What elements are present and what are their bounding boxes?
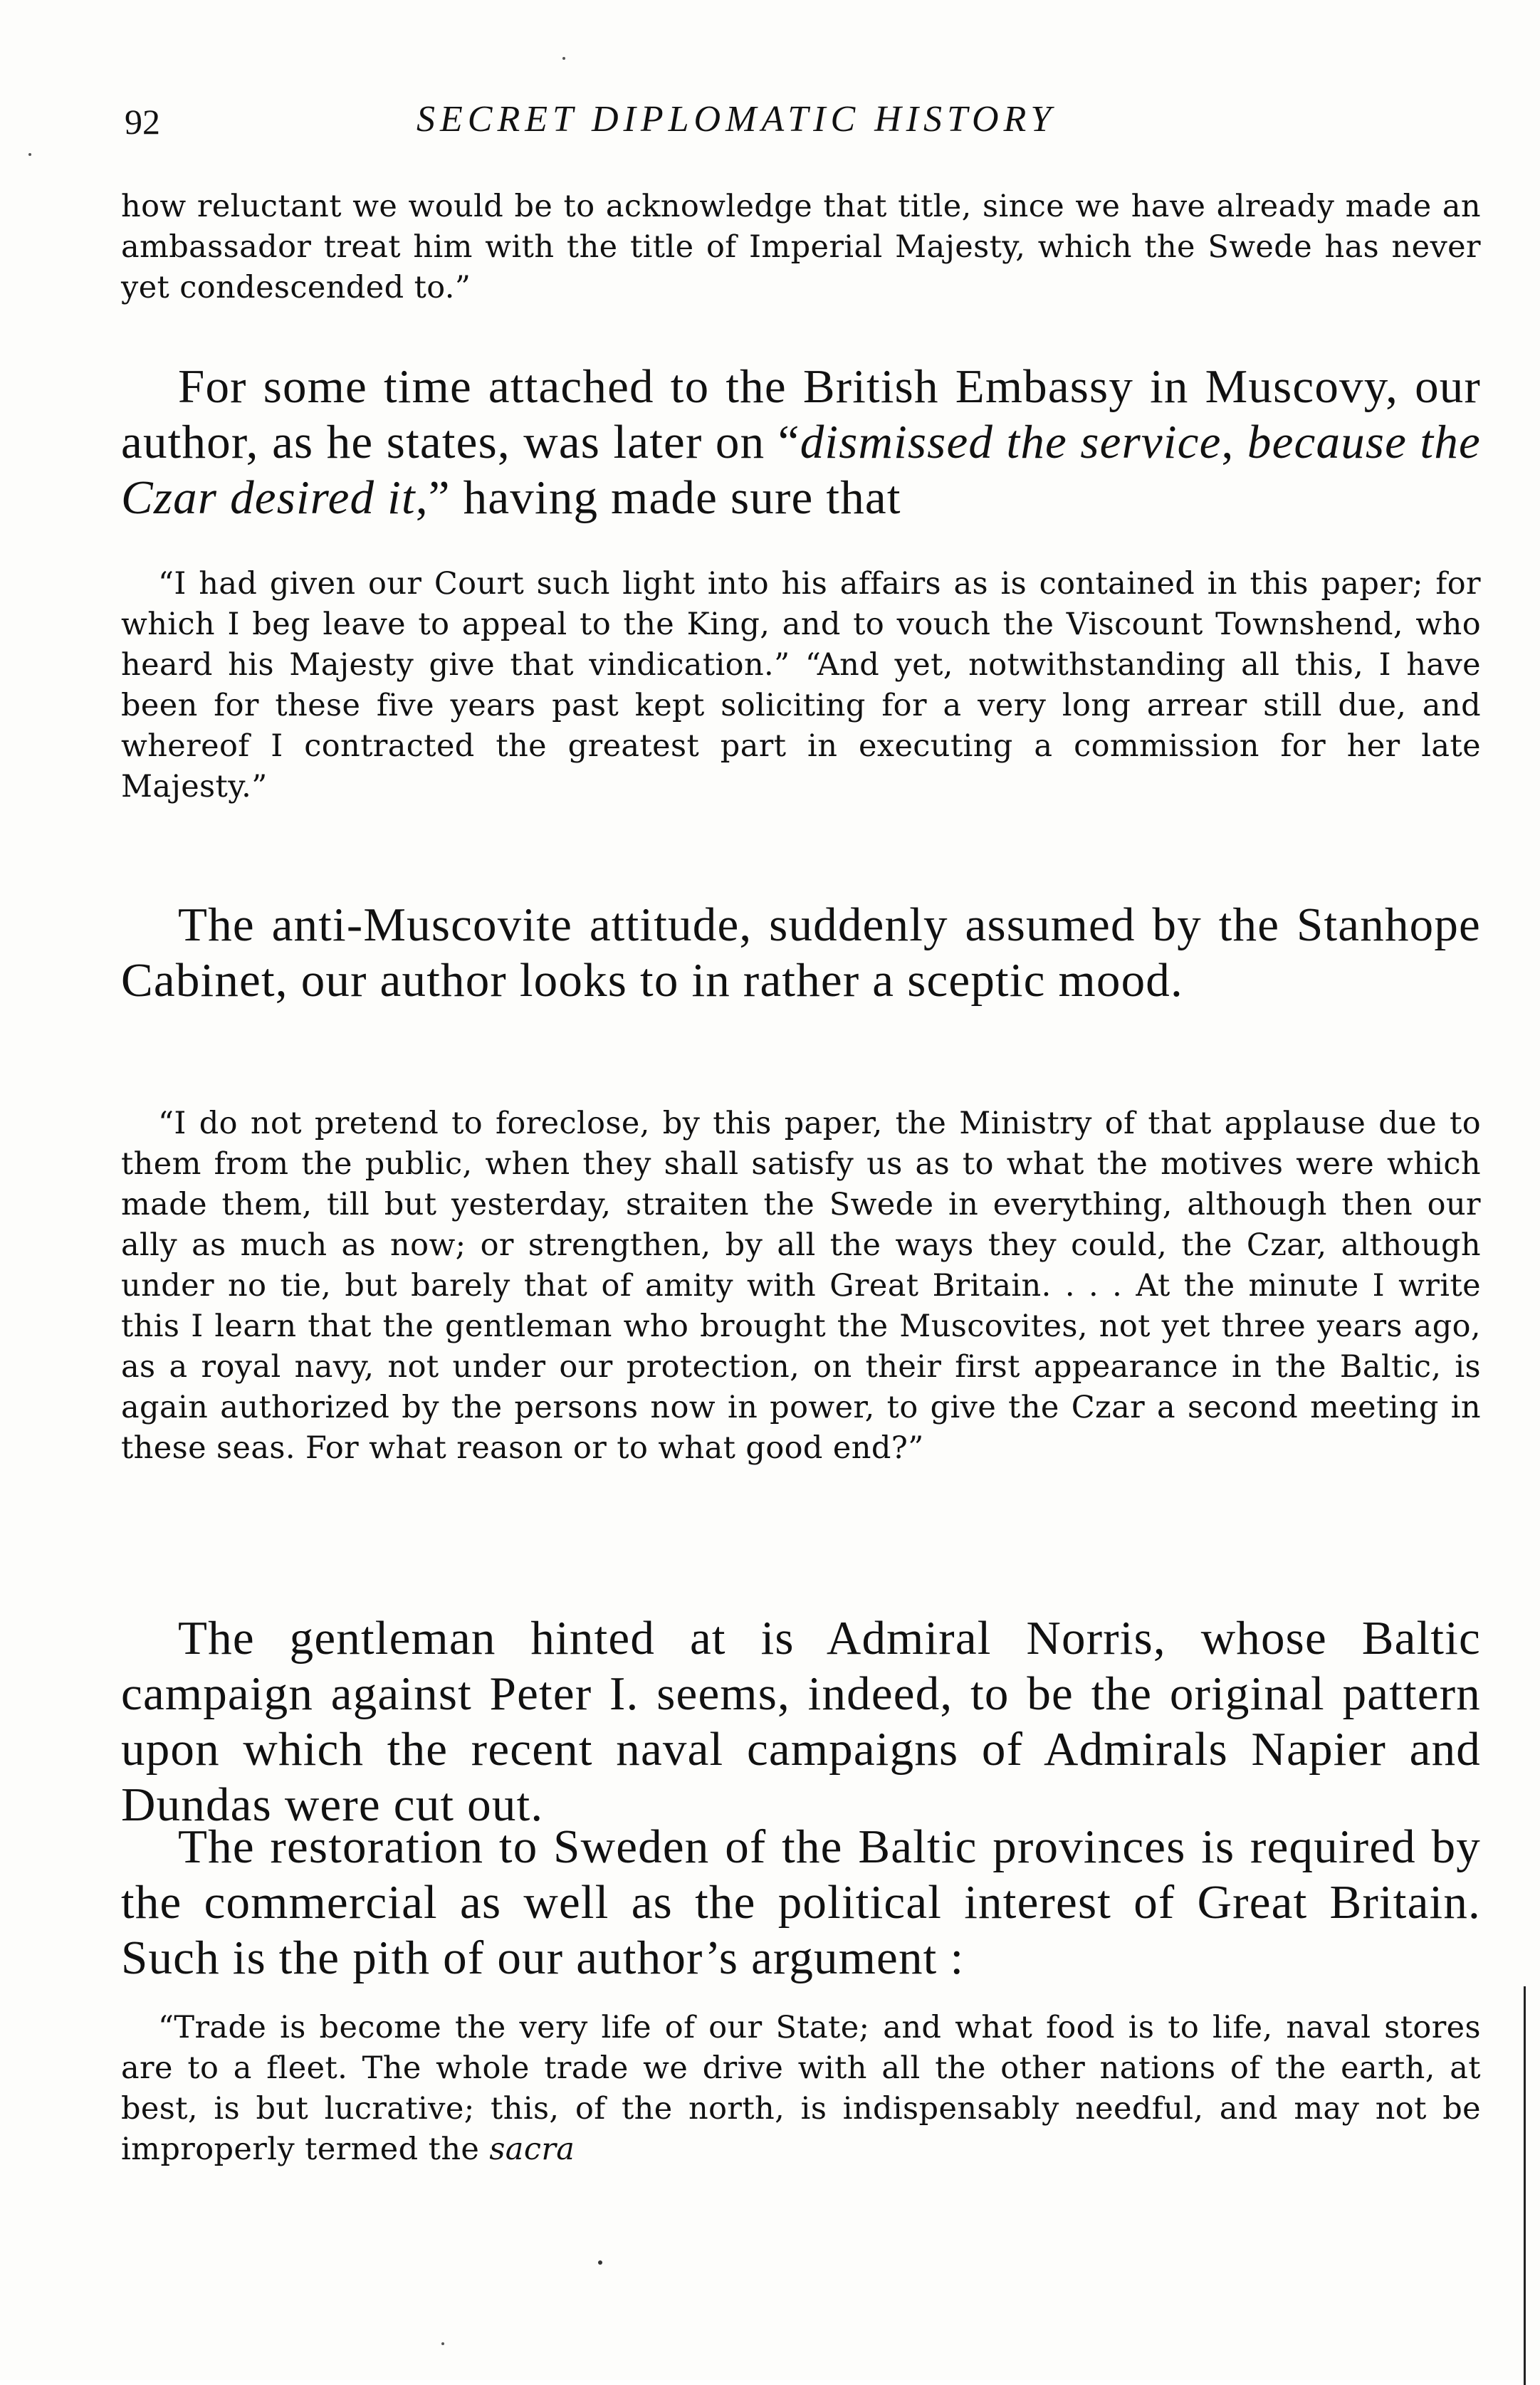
ink-speck-top: [562, 57, 565, 60]
paragraph-anti-muscovite: [121, 897, 1481, 1008]
quote-trade: [121, 2008, 1481, 2170]
paragraph-embassy-text-b: ,: [1221, 416, 1247, 468]
page-header: [117, 91, 1484, 148]
quote-trade-emphasis: sacra: [489, 2132, 575, 2167]
paragraph-restoration-text: The restoration to Sweden of the Baltic provinces is required by the commercial as well as the political interest of Great Britain. Such is the pith of our author’s argument :: [121, 1820, 1481, 1984]
paragraph-embassy-text-c: ,” having made sure that: [415, 471, 901, 524]
margin-rule: [1524, 1986, 1526, 2385]
ink-speck-bottom: [441, 2342, 444, 2345]
quote-ministry-text: “I do not pretend to foreclose, by this paper, the Ministry of that applause due to them from the public, when they shall satisfy us as to what the motives were which made them, till but yesterday, straiten the Swede in everything, although then our ally as much as now; or strengthen, by all the ways they could, the Czar, although under no tie, but barely that of amity with Great Britain. . . . At the minute I write this I learn that the gentleman who brought the Muscovites, not yet three years ago, as a royal navy, not under our protection, on their first appearance in the Baltic, is again authorized by the persons now in power, to give the Czar a second meeting in these seas. For what reason or to what good end?”: [121, 1106, 1481, 1466]
ink-speck: [598, 2260, 602, 2265]
paragraph-embassy-emphasis-2: because the Czar desired it: [121, 416, 1481, 524]
paragraph-embassy: [121, 359, 1481, 525]
quote-trade-text: “Trade is become the very life of our State; and what food is to life, naval stores are to a fleet. The whole trade we drive with all the other nations of the earth, at best, is but lucrative; this, of the north, is indispensably needful, and may not be improperly termed the: [121, 2010, 1481, 2167]
running-head: SECRET DIPLOMATIC HISTORY: [417, 99, 1057, 140]
paragraph-admiral-norris-text: The gentleman hinted at is Admiral Norris, whose Baltic campaign against Peter I. seems, indeed, to be the original pattern upon which the recent naval campaigns of Admirals Napier and Dundas were cut out.: [121, 1612, 1481, 1831]
ink-speck-margin: [28, 153, 31, 156]
quote-ministry: [121, 1104, 1481, 1469]
paragraph-embassy-text-a: For some time attached to the British Embassy in Muscovy, our author, as he states, was later on “: [121, 360, 1481, 468]
paragraph-admiral-norris: [121, 1610, 1481, 1833]
quote-court-affairs: [121, 564, 1481, 807]
paragraph-restoration: [121, 1819, 1481, 1986]
quote-court-affairs-text: “I had given our Court such light into his affairs as is contained in this paper; for which I beg leave to appeal to the King, and to vouch the Viscount Townshend, who heard his Majesty give that vindication.” “And yet, notwithstanding all this, I have been for these five years past kept soliciting for a very long arrear still due, and whereof I contracted the greatest part in executing a commission for her late Majesty.”: [121, 566, 1481, 804]
paragraph-anti-muscovite-text: The anti-Muscovite attitude, suddenly assumed by the Stanhope Cabinet, our author looks to in rather a sceptic mood.: [121, 898, 1481, 1007]
quote-continuation: [121, 187, 1481, 308]
quote-continuation-text: how reluctant we would be to acknowledge that title, since we have already made an ambassador treat him with the title of Imperial Majesty, which the Swede has never yet condescended to.”: [121, 189, 1481, 305]
page-number: 92: [125, 102, 160, 142]
paragraph-embassy-emphasis-1: dismissed the service: [800, 416, 1222, 468]
